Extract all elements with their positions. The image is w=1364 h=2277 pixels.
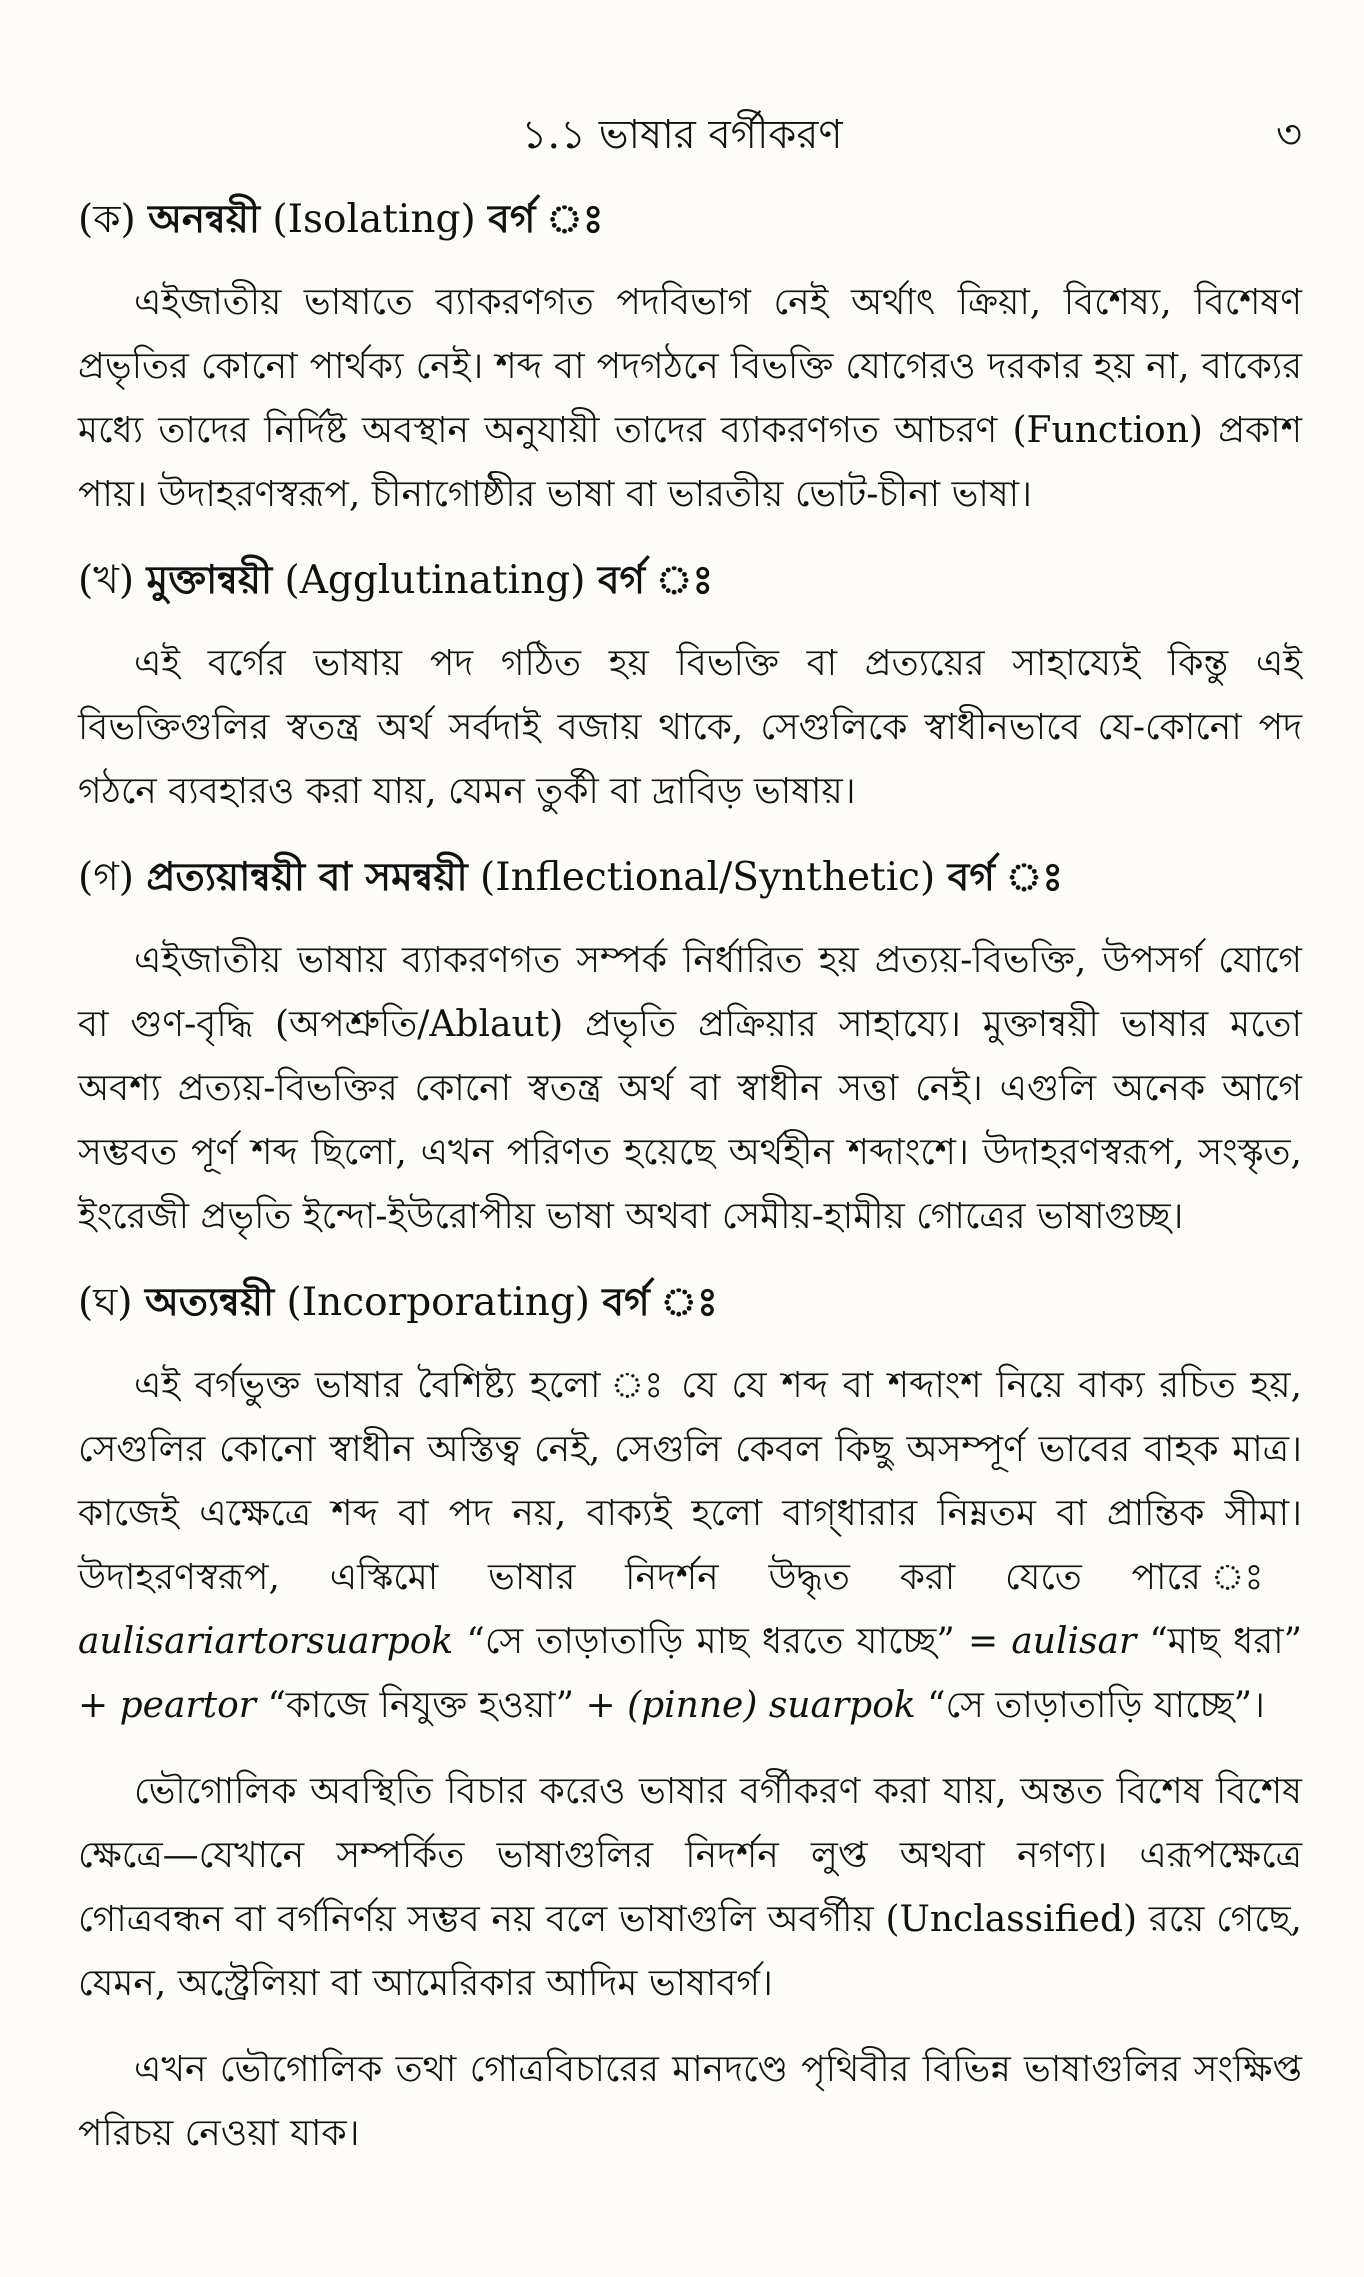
- section-english-term: (Isolating): [272, 197, 476, 242]
- section-marker: (ক): [78, 197, 136, 242]
- section-body-incorporating: [78, 1354, 1302, 1738]
- page-number: ৩: [1275, 112, 1302, 158]
- eskimo-example: (pinne) suarpok: [627, 1685, 916, 1726]
- page-content: [78, 188, 1302, 2188]
- running-title: ১.১ ভাষার বর্গীকরণ: [521, 112, 843, 158]
- section-heading-agglutinating: [78, 549, 1302, 612]
- section-body-agglutinating: এই বর্গের ভাষায় পদ গঠিত হয় বিভক্তি বা প্রত্যয়ের সাহায্যেই কিন্তু এই বিভক্তিগুলির স্বতন্ত্র অর্থ সর্বদাই বজায় থাকে, সেগুলিকে স্বাধীনভাবে যে-কোনো পদ গঠনে ব্যবহারও করা যায়, যেমন তুর্কী বা দ্রাবিড় ভাষায়।: [78, 643, 1302, 812]
- eskimo-example: aulisariartorsuarpok: [78, 1621, 454, 1662]
- section-suffix: বর্গ ঃ: [488, 196, 604, 242]
- section-heading-isolating: [78, 188, 1302, 251]
- section-name: প্রত্যয়ান্বয়ী বা সমন্বয়ী: [146, 854, 468, 900]
- section-heading-inflectional: [78, 846, 1302, 909]
- closing-paragraph-intro: এখন ভৌগোলিক তথা গোত্রবিচারের মানদণ্ডে পৃথিবীর বিভিন্ন ভাষাগুলির সংক্ষিপ্ত পরিচয় নেওয়া যাক।: [78, 2049, 1302, 2154]
- example-gloss: “সে তাড়াতাড়ি মাছ ধরতে যাচ্ছে” =: [466, 1621, 999, 1662]
- section-name: অনন্বয়ী: [148, 196, 261, 242]
- section-body-isolating: এইজাতীয় ভাষাতে ব্যাকরণগত পদবিভাগ নেই অর্থাৎ ক্রিয়া, বিশেষ্য, বিশেষণ প্রভৃতির কোনো পার্থক্য নেই। শব্দ বা পদগঠনে বিভক্তি যোগেরও দরকার হয় না, বাক্যের মধ্যে তাদের নির্দিষ্ট অবস্থান অনুযায়ী তাদের ব্যাকরণগত আচরণ (Function) প্রকাশ পায়। উদাহরণস্বরূপ, চীনাগোষ্ঠীর ভাষা বা ভারতীয় ভোট-চীনা ভাষা।: [78, 282, 1302, 515]
- body-text: এই বর্গভুক্ত ভাষার বৈশিষ্ট্য হলো ঃ যে যে শব্দ বা শব্দাংশ নিয়ে বাক্য রচিত হয়, সেগুলির কোনো স্বাধীন অস্তিত্ব নেই, সেগুলি কেবল কিছু অসম্পূর্ণ ভাবের বাহক মাত্র। কাজেই এক্ষেত্রে শব্দ বা পদ নয়, বাক্যই হলো বাগ্‌ধারার নিম্নতম বা প্রান্তিক সীমা। উদাহরণস্বরূপ, এস্কিমো ভাষার নিদর্শন উদ্ধৃত করা যেতে পারে ঃ: [78, 1365, 1302, 1598]
- section-name: অত্যন্বয়ী: [144, 1279, 275, 1325]
- eskimo-example: aulisar: [1011, 1621, 1137, 1662]
- section-suffix: বর্গ ঃ: [602, 1279, 718, 1325]
- closing-paragraph-geographic: ভৌগোলিক অবস্থিতি বিচার করেও ভাষার বর্গীকরণ করা যায়, অন্তত বিশেষ বিশেষ ক্ষেত্রে—যেখানে সম্পর্কিত ভাষাগুলির নিদর্শন লুপ্ত অথবা নগণ্য। এরূপক্ষেত্রে গোত্রবন্ধন বা বর্গনির্ণয় সম্ভব নয় বলে ভাষাগুলি অবর্গীয় (Unclassified) রয়ে গেছে, যেমন, অস্ট্রেলিয়া বা আমেরিকার আদিম ভাষাবর্গ।: [78, 1771, 1302, 2004]
- section-marker: (খ): [78, 558, 135, 603]
- section-suffix: বর্গ ঃ: [947, 854, 1064, 900]
- section-english-term: (Incorporating): [286, 1280, 591, 1325]
- eskimo-example: peartor: [119, 1685, 256, 1726]
- section-heading-incorporating: [78, 1271, 1302, 1334]
- running-header: [0, 105, 1364, 165]
- example-gloss: “মাছ ধরা” +: [78, 1621, 1302, 1726]
- section-english-term: (Inflectional/Synthetic): [480, 855, 936, 900]
- section-suffix: বর্গ ঃ: [597, 557, 714, 603]
- section-marker: (ঘ): [78, 1280, 133, 1325]
- example-gloss: “সে তাড়াতাড়ি যাচ্ছে”।: [927, 1685, 1265, 1726]
- example-gloss: “কাজে নিযুক্ত হওয়া” +: [267, 1685, 616, 1726]
- section-body-inflectional: এইজাতীয় ভাষায় ব্যাকরণগত সম্পর্ক নির্ধারিত হয় প্রত্যয়-বিভক্তি, উপসর্গ যোগে বা গুণ-বৃদ্ধি (অপশ্রুতি/Ablaut) প্রভৃতি প্রক্রিয়ার সাহায্যে। মুক্তান্বয়ী ভাষার মতো অবশ্য প্রত্যয়-বিভক্তির কোনো স্বতন্ত্র অর্থ বা স্বাধীন সত্তা নেই। এগুলি অনেক আগে সম্ভবত পূর্ণ শব্দ ছিলো, এখন পরিণত হয়েছে অর্থহীন শব্দাংশে। উদাহরণস্বরূপ, সংস্কৃত, ইংরেজী প্রভৃতি ইন্দো-ইউরোপীয় ভাষা অথবা সেমীয়-হামীয় গোত্রের ভাষাগুচ্ছ।: [78, 940, 1302, 1237]
- section-english-term: (Agglutinating): [284, 558, 586, 603]
- section-marker: (গ): [78, 855, 134, 900]
- section-name: মুক্তান্বয়ী: [146, 557, 273, 603]
